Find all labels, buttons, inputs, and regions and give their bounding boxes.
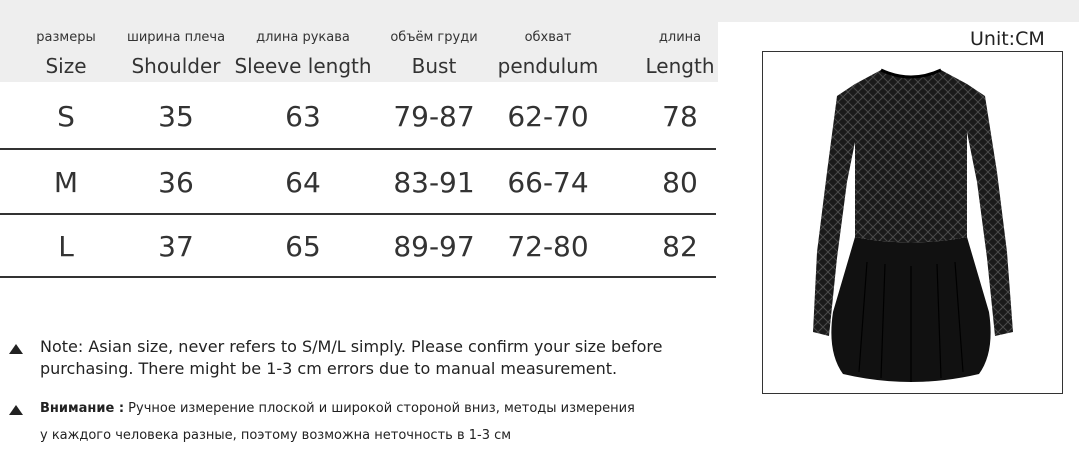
header-bust-ru: объём груди xyxy=(390,30,478,45)
note-ru-line1 xyxy=(40,401,635,417)
cell-s-size: S xyxy=(57,100,75,133)
note-ru-line2: у каждого человека разные, поэтому возможна неточность в 1-3 см xyxy=(40,428,512,443)
cell-m-sleeve: 64 xyxy=(285,166,321,199)
cell-m-shoulder: 36 xyxy=(158,166,194,199)
row-divider xyxy=(0,213,716,215)
cell-l-size: L xyxy=(58,230,74,263)
cell-s-shoulder: 35 xyxy=(158,100,194,133)
cell-l-pendulum: 72-80 xyxy=(507,230,589,263)
header-length-ru: длина xyxy=(658,30,702,45)
note-ru-label: Внимание : xyxy=(40,401,125,416)
cell-s-pendulum: 62-70 xyxy=(507,100,589,133)
cell-s-bust: 79-87 xyxy=(393,100,475,133)
product-photo xyxy=(762,51,1063,394)
header-sleeve-en: Sleeve length xyxy=(234,54,372,78)
cell-m-size: M xyxy=(53,166,79,199)
header-length-en: Length xyxy=(645,54,715,78)
note-ru-text: Ручное измерение плоской и широкой стороной вниз, методы измерения xyxy=(124,401,635,416)
header-pendulum-en: pendulum xyxy=(497,54,599,78)
dress-icon xyxy=(763,52,1061,392)
cell-m-pendulum: 66-74 xyxy=(507,166,589,199)
warning-triangle-icon xyxy=(9,344,23,354)
header-pendulum-ru: обхват xyxy=(524,30,572,45)
cell-l-sleeve: 65 xyxy=(285,230,321,263)
cell-s-length: 78 xyxy=(662,100,698,133)
cell-l-length: 82 xyxy=(662,230,698,263)
cell-m-bust: 83-91 xyxy=(393,166,475,199)
header-size-ru: размеры xyxy=(36,30,96,45)
note-en-line2: purchasing. There might be 1-3 cm errors due to manual measurement. xyxy=(40,359,618,378)
note-en-line1: Note: Asian size, never refers to S/M/L simply. Please confirm your size before xyxy=(40,337,663,356)
header-shoulder-ru: ширина плеча xyxy=(126,30,226,45)
header-sleeve-ru: длина рукава xyxy=(256,30,350,45)
cell-l-bust: 89-97 xyxy=(393,230,475,263)
header-bust-en: Bust xyxy=(411,54,457,78)
row-divider xyxy=(0,148,716,150)
cell-m-length: 80 xyxy=(662,166,698,199)
cell-s-sleeve: 63 xyxy=(285,100,321,133)
row-divider xyxy=(0,276,716,278)
header-size-en: Size xyxy=(45,54,87,78)
cell-l-shoulder: 37 xyxy=(158,230,194,263)
unit-label: Unit:CM xyxy=(970,28,1045,50)
top-band xyxy=(0,0,1079,22)
warning-triangle-icon xyxy=(9,405,23,415)
header-shoulder-en: Shoulder xyxy=(131,54,221,78)
